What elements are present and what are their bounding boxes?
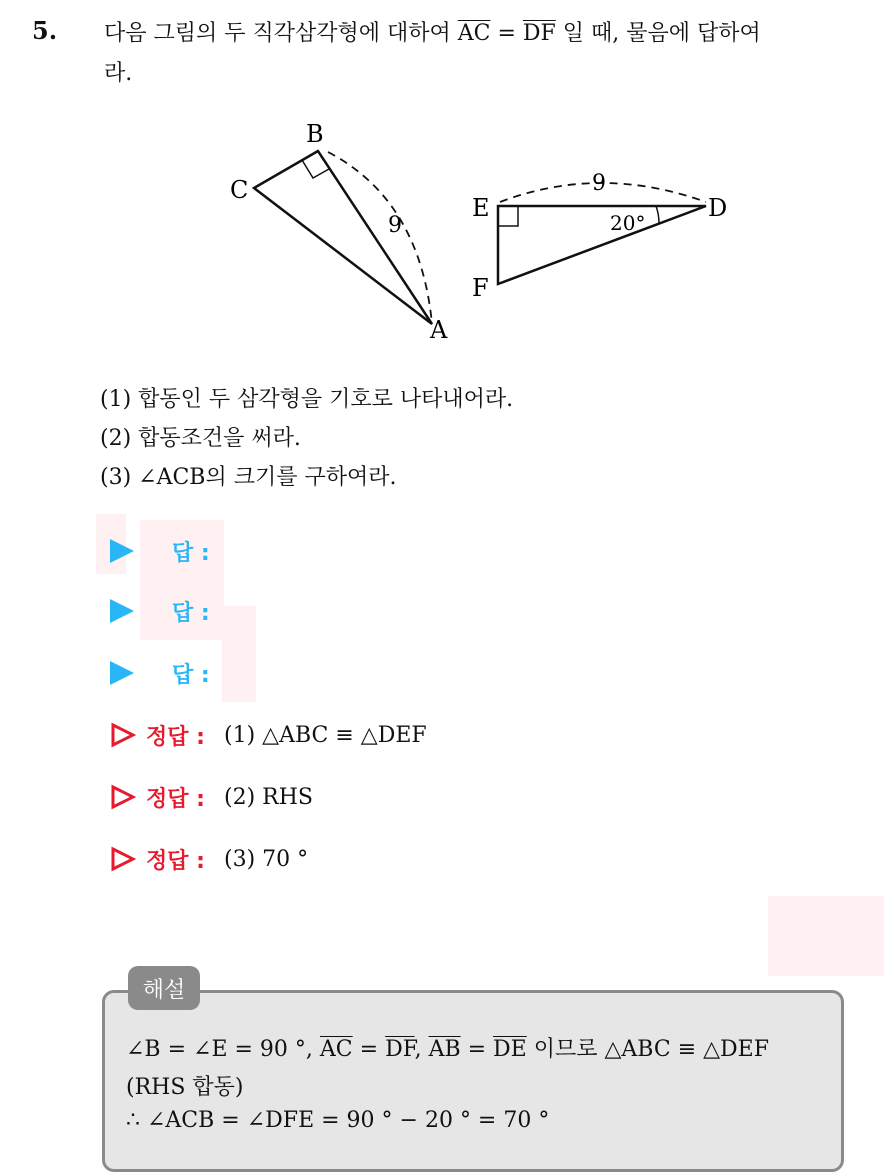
stem-text: 다음 그림의 두 직각삼각형에 대하여 bbox=[104, 21, 458, 46]
question-stem bbox=[104, 14, 864, 94]
explanation-text: , bbox=[414, 1037, 429, 1062]
explanation-text: = bbox=[352, 1037, 386, 1062]
explanation-line-1 bbox=[126, 1032, 769, 1063]
subquestion-1: (1) 합동인 두 삼각형을 기호로 나타내어라. bbox=[100, 387, 514, 412]
stem-text: 일 때, 물음에 답하여 bbox=[555, 21, 761, 46]
answer-slot-3[interactable] bbox=[110, 656, 210, 690]
answer-label: 답 : bbox=[172, 600, 210, 626]
outline-arrow-icon bbox=[110, 784, 136, 810]
explanation-text: = bbox=[460, 1037, 494, 1062]
label-a: A bbox=[430, 316, 448, 344]
solution-text: (1) △ABC ≡ △DEF bbox=[224, 722, 427, 748]
explanation-line-2: (RHS 합동) bbox=[126, 1075, 244, 1100]
angle-d-label: 20° bbox=[610, 211, 646, 235]
play-arrow-icon bbox=[110, 539, 134, 563]
segment-df: $\overline{DF}$ bbox=[522, 21, 556, 46]
explanation-text: 이므로 △ABC ≡ △DEF bbox=[526, 1037, 770, 1062]
background-decoration bbox=[222, 606, 256, 702]
solution-text: (3) 70 ° bbox=[224, 846, 309, 872]
solution-text: (2) RHS bbox=[224, 784, 313, 810]
triangle-def bbox=[498, 206, 706, 284]
angle-arc-d bbox=[656, 206, 659, 224]
label-e: E bbox=[472, 194, 490, 222]
outline-arrow-icon bbox=[110, 846, 136, 872]
solution-label: 정답 : bbox=[146, 786, 205, 812]
answer-label: 답 : bbox=[172, 540, 210, 566]
answer-slot-1[interactable] bbox=[110, 534, 210, 568]
outline-arrow-icon bbox=[110, 722, 136, 748]
segment-df: $\overline{DF}$ bbox=[385, 1037, 415, 1062]
play-arrow-icon bbox=[110, 599, 134, 623]
play-arrow-icon bbox=[110, 661, 134, 685]
right-angle-mark-e bbox=[498, 206, 518, 226]
length-de: 9 bbox=[592, 171, 606, 196]
solution-label: 정답 : bbox=[146, 724, 205, 750]
explanation-tag: 해설 bbox=[128, 966, 200, 1010]
solution-label: 정답 : bbox=[146, 848, 205, 874]
segment-ac: $\overline{AC}$ bbox=[457, 21, 491, 46]
subquestion-3: (3) ∠ACB의 크기를 구하여라. bbox=[100, 465, 397, 490]
equals-sign: = bbox=[490, 21, 523, 46]
label-d: D bbox=[708, 194, 728, 222]
segment-ac: $\overline{AC}$ bbox=[319, 1037, 353, 1062]
answer-label: 답 : bbox=[172, 662, 210, 688]
solution-row-1 bbox=[110, 717, 427, 753]
segment-ab: $\overline{AB}$ bbox=[428, 1037, 461, 1062]
triangle-abc bbox=[254, 151, 432, 324]
triangle-diagram bbox=[0, 110, 884, 360]
answer-slot-2[interactable] bbox=[110, 594, 210, 628]
explanation-line-3: ∴ ∠ACB = ∠DFE = 90 ° − 20 ° = 70 ° bbox=[126, 1108, 550, 1133]
subquestion-2: (2) 합동조건을 써라. bbox=[100, 426, 301, 451]
solution-row-2 bbox=[110, 779, 313, 815]
background-decoration bbox=[768, 896, 884, 976]
label-c: C bbox=[230, 176, 249, 204]
solution-row-3 bbox=[110, 841, 308, 877]
triangle-figure bbox=[0, 110, 884, 360]
label-f: F bbox=[472, 274, 489, 302]
stem-text: 라. bbox=[104, 61, 133, 86]
explanation-text: ∠B = ∠E = 90 °, bbox=[126, 1037, 320, 1062]
question-number: 5. bbox=[32, 16, 58, 45]
subquestion-list bbox=[100, 380, 513, 497]
segment-de: $\overline{DE}$ bbox=[493, 1037, 527, 1062]
label-b: B bbox=[306, 120, 324, 148]
length-ab: 9 bbox=[388, 213, 402, 238]
